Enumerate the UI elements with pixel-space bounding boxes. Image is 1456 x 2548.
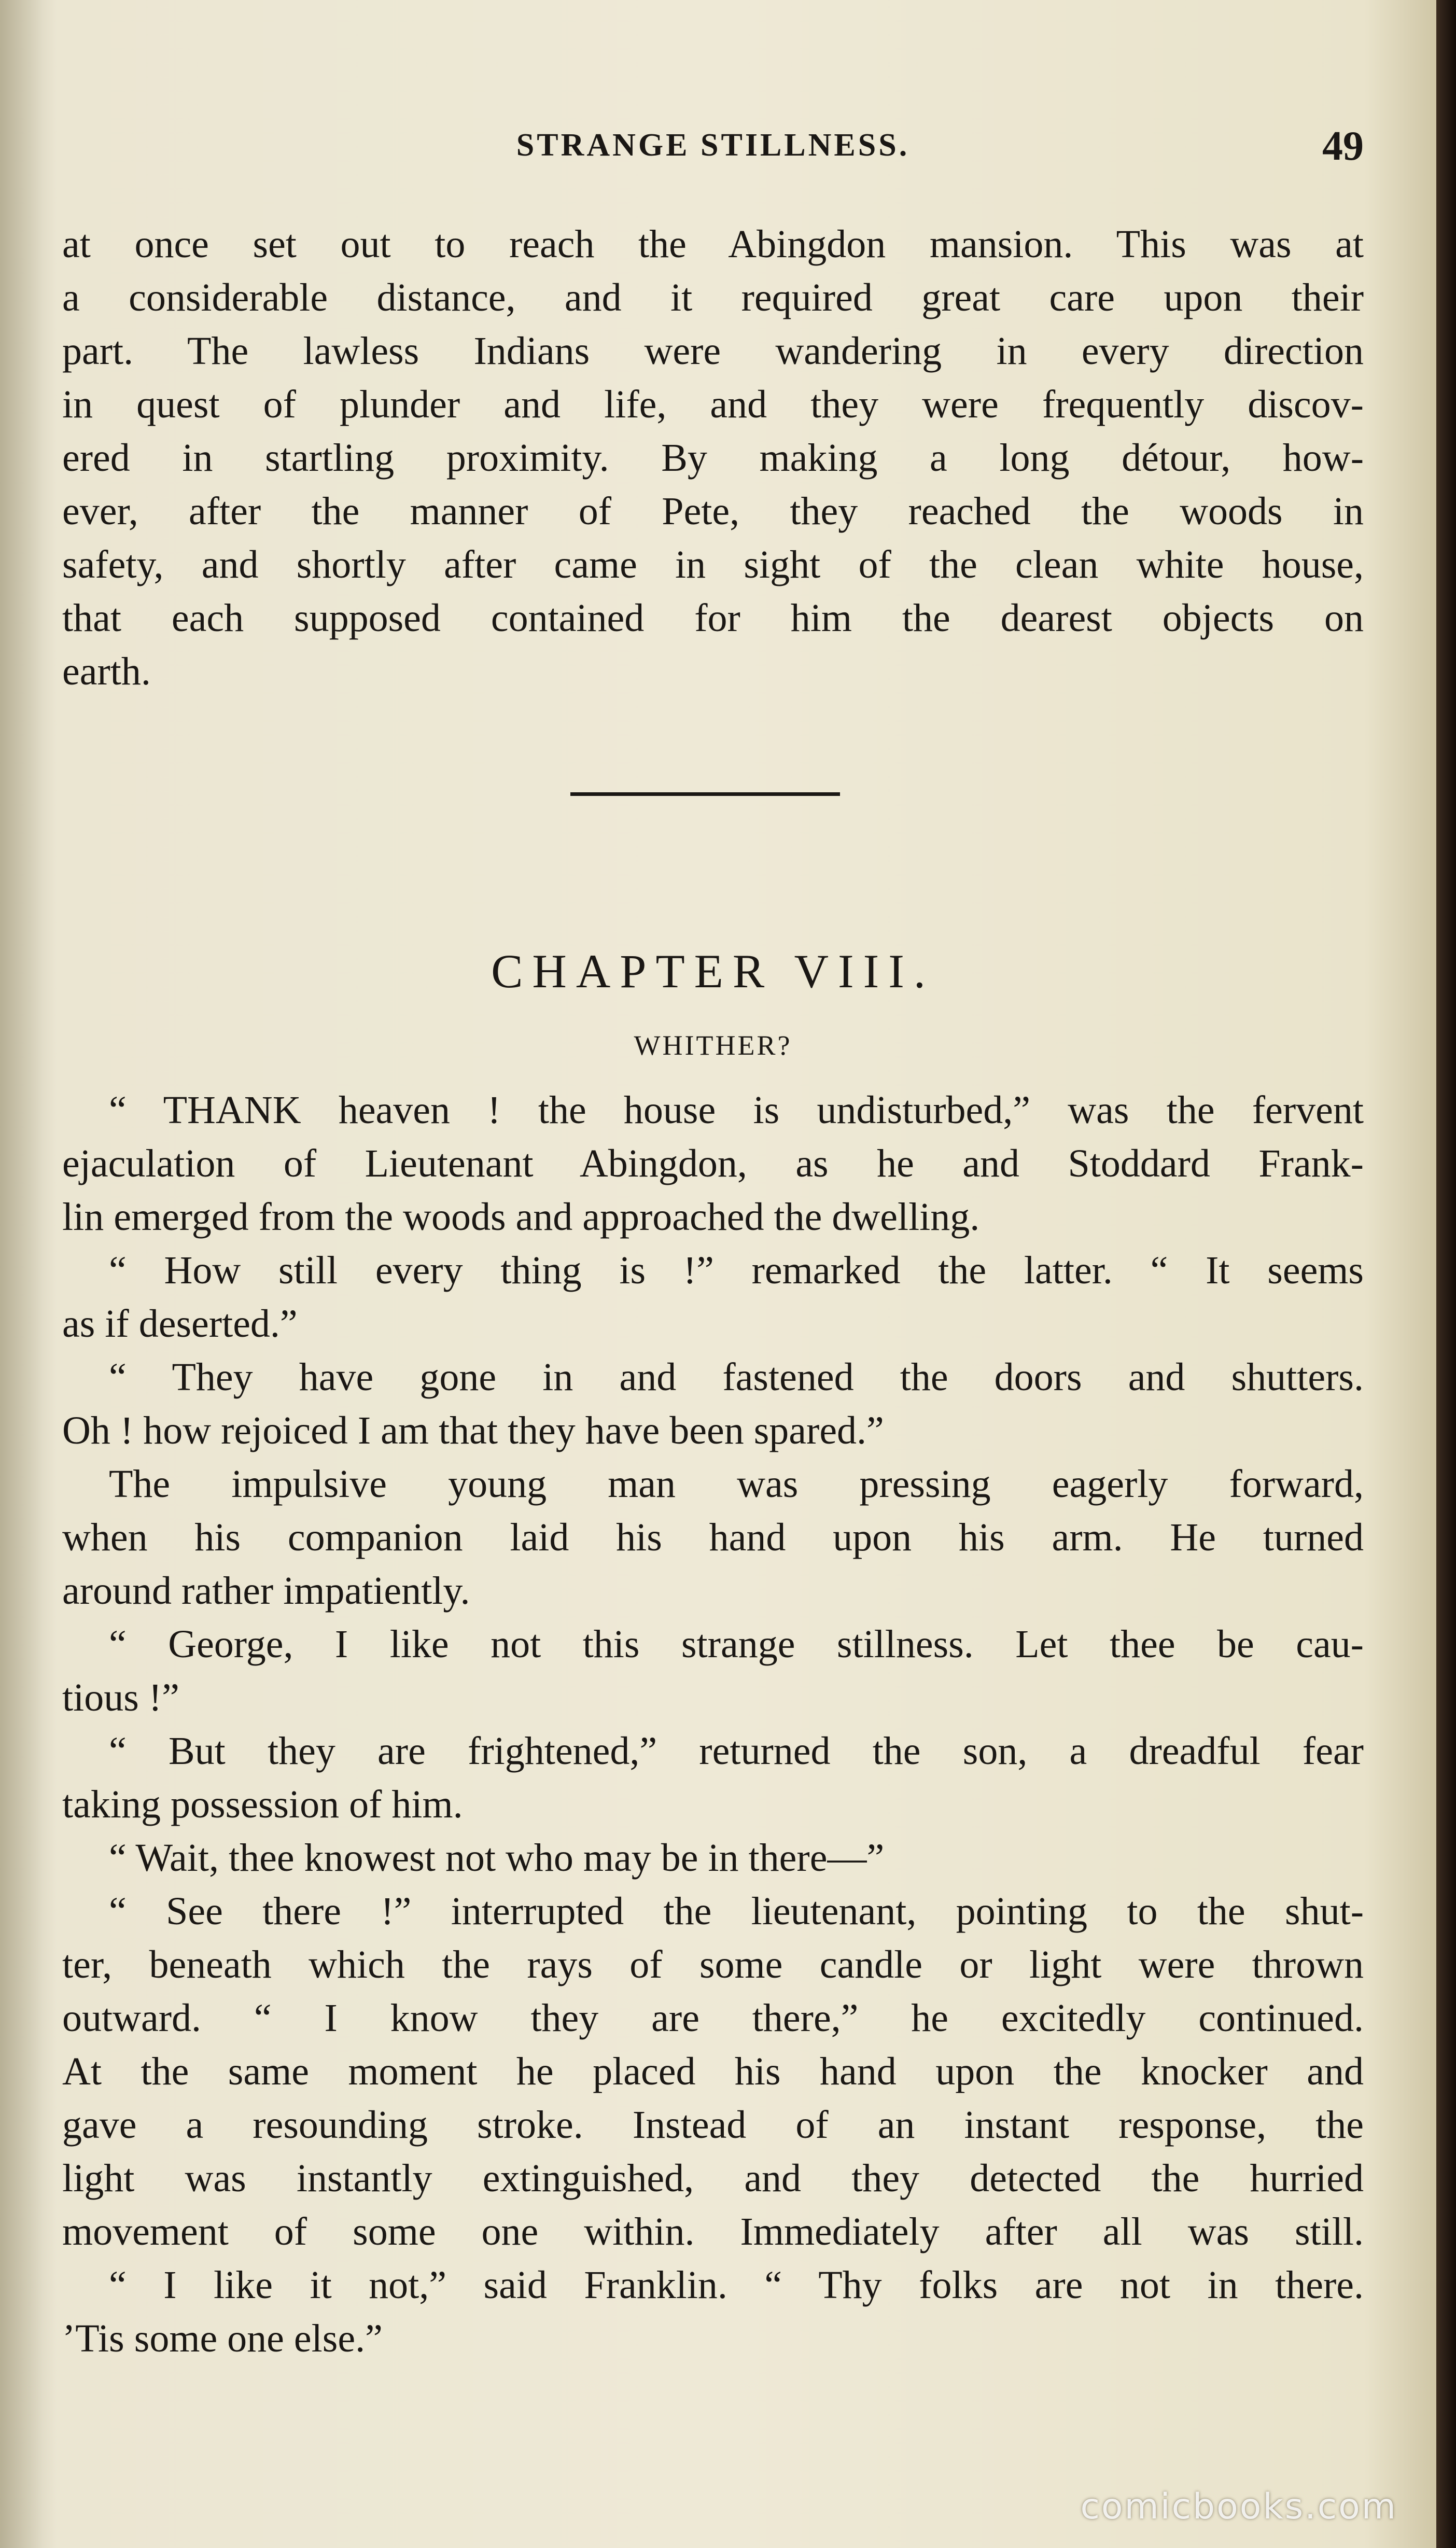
text-line: ’Tis some one else.” [62,2317,383,2360]
text-line: taking possession of him. [62,1783,463,1826]
text-line: “ See there !” interrupted the lieutenant, pointing to the shut- [109,1889,1364,1933]
running-head [62,123,1364,174]
chapter-title: CHAPTER VIII. [491,945,935,998]
previous-chapter-text [62,218,1364,698]
text-line: lin emerged from the woods and approached the dwelling. [62,1195,980,1239]
text-line: that each supposed contained for him the dearest objects on [62,596,1364,640]
text-line: At the same moment he placed his hand upon the knocker and [62,2050,1364,2093]
text-line: outward. “ I know they are there,” he excitedly continued. [62,1996,1364,2040]
text-line: ered in startling proximity. By making a long détour, how- [62,436,1364,480]
text-line: tious !” [62,1676,179,1719]
text-line: movement of some one within. Immediately after all was still. [62,2210,1364,2253]
text-line: “ But they are frightened,” returned the son, a dreadful fear [109,1729,1364,1773]
text-line: when his companion laid his hand upon his arm. He turned [62,1516,1364,1559]
text-line: in quest of plunder and life, and they were frequently discov- [62,383,1364,426]
text-line: part. The lawless Indians were wandering in every direction [62,329,1364,373]
chapter-subtitle: WHITHER? [634,1030,792,1061]
running-title: STRANGE STILLNESS. [516,128,910,163]
text-line: gave a resounding stroke. Instead of an instant response, the [62,2103,1364,2147]
text-line: “ They have gone in and fastened the doors and shutters. [109,1355,1364,1399]
text-line: “ George, I like not this strange stillness. Let thee be cau- [109,1622,1364,1666]
text-line: Oh ! how rejoiced I am that they have been spared.” [62,1409,884,1452]
page-gutter-shadow [0,0,57,2548]
text-line: ejaculation of Lieutenant Abingdon, as he and Stoddard Frank- [62,1142,1364,1185]
source-watermark: comicbooks.com [1080,2486,1397,2527]
chapter-text [62,1084,1364,2365]
text-line: at once set out to reach the Abingdon mansion. This was at [62,222,1364,266]
text-line: ter, beneath which the rays of some candle or light were thrown [62,1943,1364,1986]
text-line: “ I like it not,” said Franklin. “ Thy folks are not in there. [109,2263,1364,2307]
text-line: light was instantly extinguished, and they detected the hurried [62,2157,1364,2200]
text-line: “ THANK heaven ! the house is undisturbed,” was the fervent [109,1088,1364,1132]
page-number: 49 [1322,123,1364,169]
text-line: “ How still every thing is !” remarked the latter. “ It seems [109,1249,1364,1292]
text-line: ever, after the manner of Pete, they reached the woods in [62,489,1364,533]
text-line: The impulsive young man was pressing eagerly forward, [109,1462,1364,1506]
text-line: around rather impatiently. [62,1569,470,1613]
section-divider-rule [570,792,840,796]
text-line: safety, and shortly after came in sight of the clean white house, [62,543,1364,586]
text-line: “ Wait, thee knowest not who may be in there—” [109,1836,885,1880]
text-line: earth. [62,650,151,693]
text-line: a considerable distance, and it required great care upon their [62,276,1364,319]
book-spine-edge [1436,0,1456,2548]
text-line: as if deserted.” [62,1302,298,1346]
